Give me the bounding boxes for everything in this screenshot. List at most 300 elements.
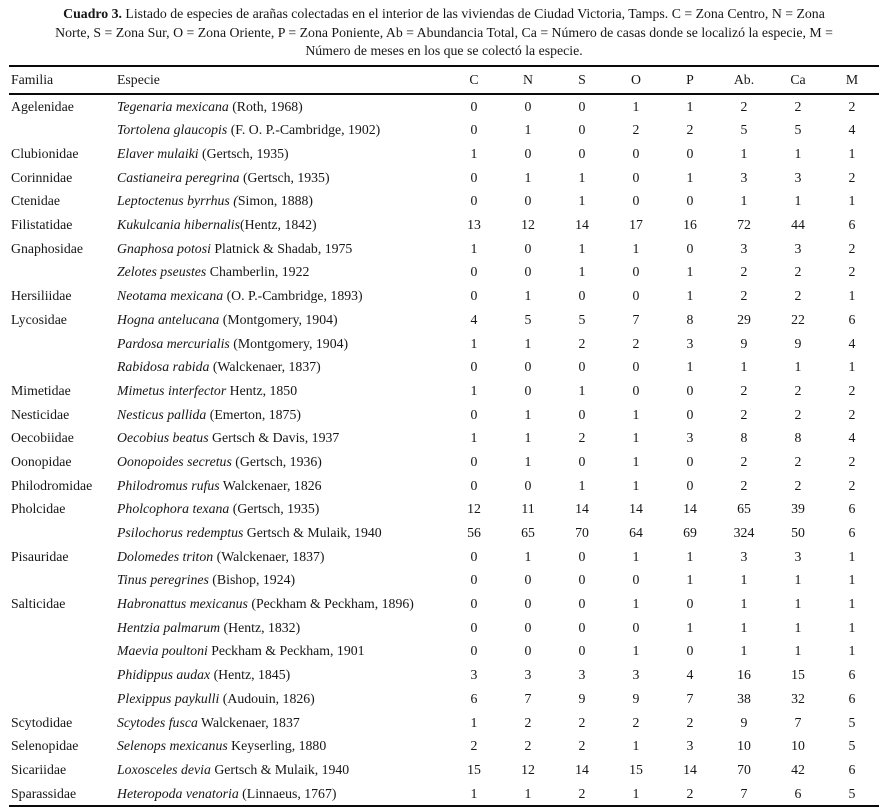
table-row [9, 758, 879, 782]
species-binomial: Elaver mulaiki [117, 146, 199, 161]
count-cell: 4 [470, 311, 478, 327]
count-cell: 2 [848, 382, 856, 398]
column-header-c: C [447, 66, 501, 94]
count-cell: 12 [521, 217, 535, 233]
count-cell: 1 [686, 264, 694, 280]
table-row [9, 284, 879, 308]
species-authority: (Hentz, 1832) [220, 619, 301, 635]
count-cell: 2 [578, 430, 586, 446]
species-cell [115, 663, 447, 687]
species-authority: (Gertsch, 1936) [231, 453, 322, 469]
species-cell [115, 640, 447, 664]
count-cell: 7 [794, 714, 802, 730]
species-binomial: Tegenaria mexicana [117, 98, 229, 114]
count-cell: 0 [470, 169, 478, 185]
count-cell: 2 [686, 714, 694, 730]
count-cell: 0 [470, 548, 478, 564]
family-cell: Sparassidae [11, 785, 77, 801]
count-cell: 0 [686, 193, 694, 209]
count-cell: 2 [524, 714, 532, 730]
species-authority: Gertsch & Mulaik, 1940 [210, 761, 350, 777]
species-binomial: Loxosceles devia [117, 761, 211, 777]
column-header-s: S [555, 66, 609, 94]
count-cell: 0 [470, 643, 478, 659]
count-cell: 2 [740, 264, 748, 280]
count-cell: 0 [578, 619, 586, 635]
count-cell: 5 [848, 785, 856, 801]
species-binomial: Philodromus rufus [117, 477, 220, 493]
species-cell [115, 403, 447, 427]
count-cell: 72 [737, 217, 751, 233]
count-cell: 2 [578, 714, 586, 730]
count-cell: 29 [737, 311, 751, 327]
count-cell: 2 [740, 477, 748, 493]
count-cell: 3 [524, 667, 532, 683]
count-cell: 0 [470, 98, 478, 114]
count-cell: 15 [467, 761, 481, 777]
species-cell [115, 379, 447, 403]
count-cell: 0 [632, 359, 640, 375]
count-cell: 1 [848, 193, 856, 209]
column-header-p: P [663, 66, 717, 94]
count-cell: 3 [740, 548, 748, 564]
count-cell: 3 [794, 548, 802, 564]
species-authority: Chamberlin, 1922 [206, 264, 310, 280]
count-cell: 6 [470, 690, 478, 706]
count-cell: 3 [794, 240, 802, 256]
count-cell: 1 [578, 240, 586, 256]
species-binomial: Pholcophora texana [117, 501, 230, 517]
count-cell: 1 [632, 406, 640, 422]
table-row [9, 711, 879, 735]
count-cell: 6 [848, 690, 856, 706]
count-cell: 64 [629, 525, 643, 540]
count-cell: 2 [578, 335, 586, 351]
species-authority: Gertsch & Mulaik, 1940 [243, 525, 382, 540]
species-authority: (Gertsch, 1935) [229, 501, 320, 517]
table-header-row [9, 66, 879, 94]
count-cell: 9 [578, 690, 586, 706]
table-row [9, 640, 879, 664]
species-binomial: Nesticus pallida [117, 406, 207, 422]
count-cell: 1 [632, 453, 640, 469]
count-cell: 2 [632, 714, 640, 730]
species-binomial: Mimetus interfector [117, 382, 227, 398]
species-binomial: Dolomedes triton [117, 548, 214, 564]
species-binomial: Gnaphosa potosi [117, 240, 211, 256]
table-row [9, 190, 879, 214]
table-row [9, 403, 879, 427]
species-cell [115, 190, 447, 214]
count-cell: 0 [470, 122, 478, 138]
count-cell: 2 [848, 477, 856, 493]
count-cell: 1 [578, 477, 586, 493]
count-cell: 2 [578, 738, 586, 754]
count-cell: 70 [575, 525, 589, 540]
table-row [9, 426, 879, 450]
count-cell: 15 [629, 761, 643, 777]
count-cell: 0 [686, 596, 694, 612]
species-binomial: Tortolena glaucopis [117, 122, 228, 138]
count-cell: 1 [470, 146, 478, 161]
table-row [9, 261, 879, 285]
count-cell: 0 [470, 596, 478, 612]
count-cell: 0 [578, 453, 586, 469]
count-cell: 1 [470, 240, 478, 256]
species-binomial: Leptoctenus byrrhus ( [117, 193, 238, 209]
count-cell: 0 [686, 643, 694, 659]
count-cell: 0 [632, 572, 640, 588]
count-cell: 1 [632, 477, 640, 493]
count-cell: 12 [521, 761, 535, 777]
count-cell: 1 [524, 406, 532, 422]
column-header-n: N [501, 66, 555, 94]
count-cell: 38 [737, 690, 751, 706]
count-cell: 1 [794, 193, 802, 209]
count-cell: 3 [740, 240, 748, 256]
count-cell: 17 [629, 217, 643, 233]
species-binomial: Castianeira peregrina [117, 169, 240, 185]
species-binomial: Scytodes fusca [117, 714, 198, 730]
species-authority: (Roth, 1968) [228, 98, 303, 114]
count-cell: 50 [791, 525, 805, 540]
count-cell: 0 [470, 477, 478, 493]
count-cell: 2 [740, 98, 748, 114]
species-authority: Simon, 1888) [237, 193, 313, 209]
count-cell: 0 [470, 406, 478, 422]
count-cell: 1 [794, 596, 802, 612]
count-cell: 3 [686, 335, 694, 351]
count-cell: 0 [686, 406, 694, 422]
count-cell: 3 [686, 738, 694, 754]
table-row [9, 616, 879, 640]
species-cell [115, 261, 447, 285]
count-cell: 0 [524, 619, 532, 635]
family-cell [9, 616, 115, 640]
species-cell [115, 284, 447, 308]
family-cell: Salticidae [11, 596, 66, 612]
table-row [9, 379, 879, 403]
table-row [9, 569, 879, 593]
species-cell [115, 355, 447, 379]
species-cell [115, 142, 447, 166]
count-cell: 12 [467, 501, 481, 517]
table-row [9, 474, 879, 498]
species-binomial: Oonopoides secretus [117, 453, 232, 469]
count-cell: 1 [740, 572, 748, 588]
count-cell: 6 [848, 501, 856, 517]
count-cell: 32 [791, 690, 805, 706]
count-cell: 1 [740, 146, 748, 161]
species-binomial: Rabidosa rabida [117, 359, 210, 375]
count-cell: 3 [470, 667, 478, 683]
count-cell: 1 [470, 335, 478, 351]
species-authority: Peckham & Peckham, 1901 [207, 643, 365, 659]
species-binomial: Hogna antelucana [117, 311, 220, 327]
species-authority: (Emerton, 1875) [206, 406, 301, 422]
count-cell: 1 [848, 572, 856, 588]
count-cell: 2 [794, 98, 802, 114]
count-cell: 1 [794, 643, 802, 659]
count-cell: 2 [524, 738, 532, 754]
count-cell: 8 [686, 311, 694, 327]
species-binomial: Phidippus audax [117, 667, 211, 683]
species-table [9, 65, 879, 808]
count-cell: 9 [632, 690, 640, 706]
count-cell: 324 [733, 525, 755, 540]
family-cell: Filistatidae [11, 217, 73, 233]
count-cell: 65 [521, 525, 535, 540]
count-cell: 39 [791, 501, 805, 517]
species-cell [115, 497, 447, 521]
count-cell: 10 [737, 738, 751, 754]
species-cell [115, 687, 447, 711]
count-cell: 1 [524, 785, 532, 801]
family-cell [9, 663, 115, 687]
species-authority: (F. O. P.-Cambridge, 1902) [227, 122, 381, 138]
count-cell: 14 [575, 761, 589, 777]
family-cell: Corinnidae [11, 169, 73, 185]
count-cell: 44 [791, 217, 805, 233]
species-cell [115, 332, 447, 356]
count-cell: 2 [794, 382, 802, 398]
count-cell: 0 [632, 169, 640, 185]
species-binomial: Psilochorus redemptus [117, 525, 244, 540]
family-cell: Scytodidae [11, 714, 73, 730]
table-caption [0, 0, 888, 64]
family-cell: Pisauridae [11, 548, 69, 564]
count-cell: 56 [467, 525, 481, 540]
table-row [9, 94, 879, 119]
count-cell: 2 [740, 382, 748, 398]
count-cell: 5 [848, 738, 856, 754]
count-cell: 22 [791, 311, 805, 327]
family-cell: Agelenidae [11, 98, 74, 114]
family-cell: Ctenidae [11, 193, 61, 209]
count-cell: 7 [524, 690, 532, 706]
species-binomial: Pardosa mercurialis [117, 335, 230, 351]
species-cell [115, 308, 447, 332]
caption-label: Cuadro 3. [63, 6, 122, 21]
count-cell: 0 [632, 288, 640, 304]
count-cell: 11 [521, 501, 535, 517]
family-cell: Oecobiidae [11, 430, 74, 446]
count-cell: 2 [578, 785, 586, 801]
species-cell [115, 782, 447, 807]
table-row [9, 118, 879, 142]
count-cell: 0 [524, 146, 532, 161]
family-cell: Sicariidae [11, 761, 67, 777]
count-cell: 5 [524, 311, 532, 327]
species-binomial: Selenops mexicanus [117, 738, 228, 754]
count-cell: 6 [848, 667, 856, 683]
count-cell: 0 [578, 596, 586, 612]
table-row [9, 213, 879, 237]
count-cell: 0 [578, 406, 586, 422]
caption-line-2: Norte, S = Zona Sur, O = Zona Oriente, P = Zona Poniente, Ab = Abundancia Total, Ca = Número de casas donde se localizó la especie, M = [55, 24, 833, 40]
count-cell: 1 [524, 169, 532, 185]
table-row [9, 545, 879, 569]
family-cell: Oonopidae [11, 453, 72, 469]
count-cell: 0 [686, 382, 694, 398]
species-authority: Walckenaer, 1837 [197, 714, 300, 730]
count-cell: 5 [794, 122, 802, 138]
caption-text-1: Listado de especies de arañas colectadas en el interior de las viviendas de Ciudad Victoria, Tamps. C = Zona Centro, N = Zona [121, 6, 825, 21]
count-cell: 1 [686, 288, 694, 304]
species-authority: Hentz, 1850 [226, 382, 298, 398]
count-cell: 8 [794, 430, 802, 446]
count-cell: 1 [524, 548, 532, 564]
count-cell: 0 [578, 146, 586, 161]
count-cell: 0 [470, 453, 478, 469]
count-cell: 1 [740, 193, 748, 209]
count-cell: 2 [848, 453, 856, 469]
count-cell: 1 [524, 335, 532, 351]
species-binomial: Maevia poultoni [117, 643, 208, 659]
count-cell: 1 [848, 643, 856, 659]
family-cell [9, 569, 115, 593]
species-authority: (Walckenaer, 1837) [213, 548, 325, 564]
table-row [9, 782, 879, 807]
table-row [9, 663, 879, 687]
count-cell: 2 [794, 406, 802, 422]
species-authority: (Hentz, 1842) [240, 217, 317, 233]
table-row [9, 497, 879, 521]
count-cell: 1 [848, 288, 856, 304]
species-authority: (Gertsch, 1935) [198, 146, 289, 161]
family-cell: Nesticidae [11, 406, 70, 422]
count-cell: 1 [632, 596, 640, 612]
count-cell: 0 [632, 382, 640, 398]
count-cell: 4 [686, 667, 694, 683]
count-cell: 1 [740, 619, 748, 635]
count-cell: 0 [524, 98, 532, 114]
count-cell: 6 [848, 217, 856, 233]
count-cell: 13 [467, 217, 481, 233]
count-cell: 14 [575, 501, 589, 517]
count-cell: 1 [848, 548, 856, 564]
count-cell: 0 [578, 643, 586, 659]
count-cell: 1 [686, 169, 694, 185]
species-cell [115, 521, 447, 545]
count-cell: 1 [470, 785, 478, 801]
count-cell: 2 [794, 477, 802, 493]
count-cell: 0 [524, 382, 532, 398]
species-authority: (Walckenaer, 1837) [209, 359, 321, 375]
count-cell: 1 [578, 382, 586, 398]
count-cell: 3 [794, 169, 802, 185]
count-cell: 2 [740, 288, 748, 304]
species-binomial: Hentzia palmarum [117, 619, 221, 635]
family-cell [9, 118, 115, 142]
count-cell: 0 [470, 359, 478, 375]
family-cell [9, 355, 115, 379]
count-cell: 1 [578, 264, 586, 280]
count-cell: 0 [578, 288, 586, 304]
species-authority: (Peckham & Peckham, 1896) [247, 596, 414, 612]
count-cell: 1 [524, 288, 532, 304]
count-cell: 3 [686, 430, 694, 446]
species-binomial: Zelotes pseustes [117, 264, 207, 280]
count-cell: 5 [578, 311, 586, 327]
count-cell: 0 [578, 572, 586, 588]
family-cell: Lycosidae [11, 311, 67, 327]
count-cell: 1 [470, 714, 478, 730]
count-cell: 1 [686, 98, 694, 114]
family-cell: Clubionidae [11, 146, 79, 161]
count-cell: 1 [524, 122, 532, 138]
count-cell: 1 [848, 619, 856, 635]
count-cell: 0 [686, 240, 694, 256]
count-cell: 1 [686, 548, 694, 564]
count-cell: 1 [740, 643, 748, 659]
species-cell [115, 94, 447, 119]
species-cell [115, 118, 447, 142]
species-authority: (Montgomery, 1904) [229, 335, 349, 351]
count-cell: 4 [848, 122, 856, 138]
column-header-o: O [609, 66, 663, 94]
count-cell: 8 [740, 430, 748, 446]
caption-line-1 [6, 5, 882, 24]
count-cell: 2 [848, 406, 856, 422]
count-cell: 3 [578, 667, 586, 683]
count-cell: 0 [686, 453, 694, 469]
count-cell: 0 [686, 477, 694, 493]
species-binomial: Habronattus mexicanus [117, 596, 248, 612]
count-cell: 14 [683, 501, 697, 517]
table-row [9, 592, 879, 616]
count-cell: 0 [578, 359, 586, 375]
species-authority: Platnick & Shadab, 1975 [210, 240, 353, 256]
table-row [9, 687, 879, 711]
column-header-ca: Ca [771, 66, 825, 94]
count-cell: 65 [737, 501, 751, 517]
count-cell: 2 [686, 122, 694, 138]
count-cell: 2 [794, 453, 802, 469]
count-cell: 0 [524, 572, 532, 588]
column-header-especie: Especie [115, 66, 447, 94]
count-cell: 70 [737, 761, 751, 777]
count-cell: 0 [686, 146, 694, 161]
count-cell: 2 [740, 406, 748, 422]
count-cell: 2 [848, 240, 856, 256]
count-cell: 1 [686, 359, 694, 375]
species-authority: (Audouin, 1826) [219, 690, 315, 706]
count-cell: 42 [791, 761, 805, 777]
count-cell: 0 [632, 264, 640, 280]
species-cell [115, 426, 447, 450]
table-row [9, 521, 879, 545]
count-cell: 2 [470, 738, 478, 754]
count-cell: 2 [848, 169, 856, 185]
table-row [9, 734, 879, 758]
species-cell [115, 474, 447, 498]
count-cell: 16 [737, 667, 751, 683]
count-cell: 2 [848, 98, 856, 114]
species-authority: (O. P.-Cambridge, 1893) [223, 288, 363, 304]
table-row [9, 308, 879, 332]
count-cell: 0 [524, 240, 532, 256]
count-cell: 2 [848, 264, 856, 280]
table-row [9, 355, 879, 379]
count-cell: 1 [794, 619, 802, 635]
species-cell [115, 545, 447, 569]
count-cell: 14 [575, 217, 589, 233]
count-cell: 1 [578, 169, 586, 185]
family-cell [9, 261, 115, 285]
count-cell: 1 [470, 430, 478, 446]
count-cell: 1 [632, 548, 640, 564]
